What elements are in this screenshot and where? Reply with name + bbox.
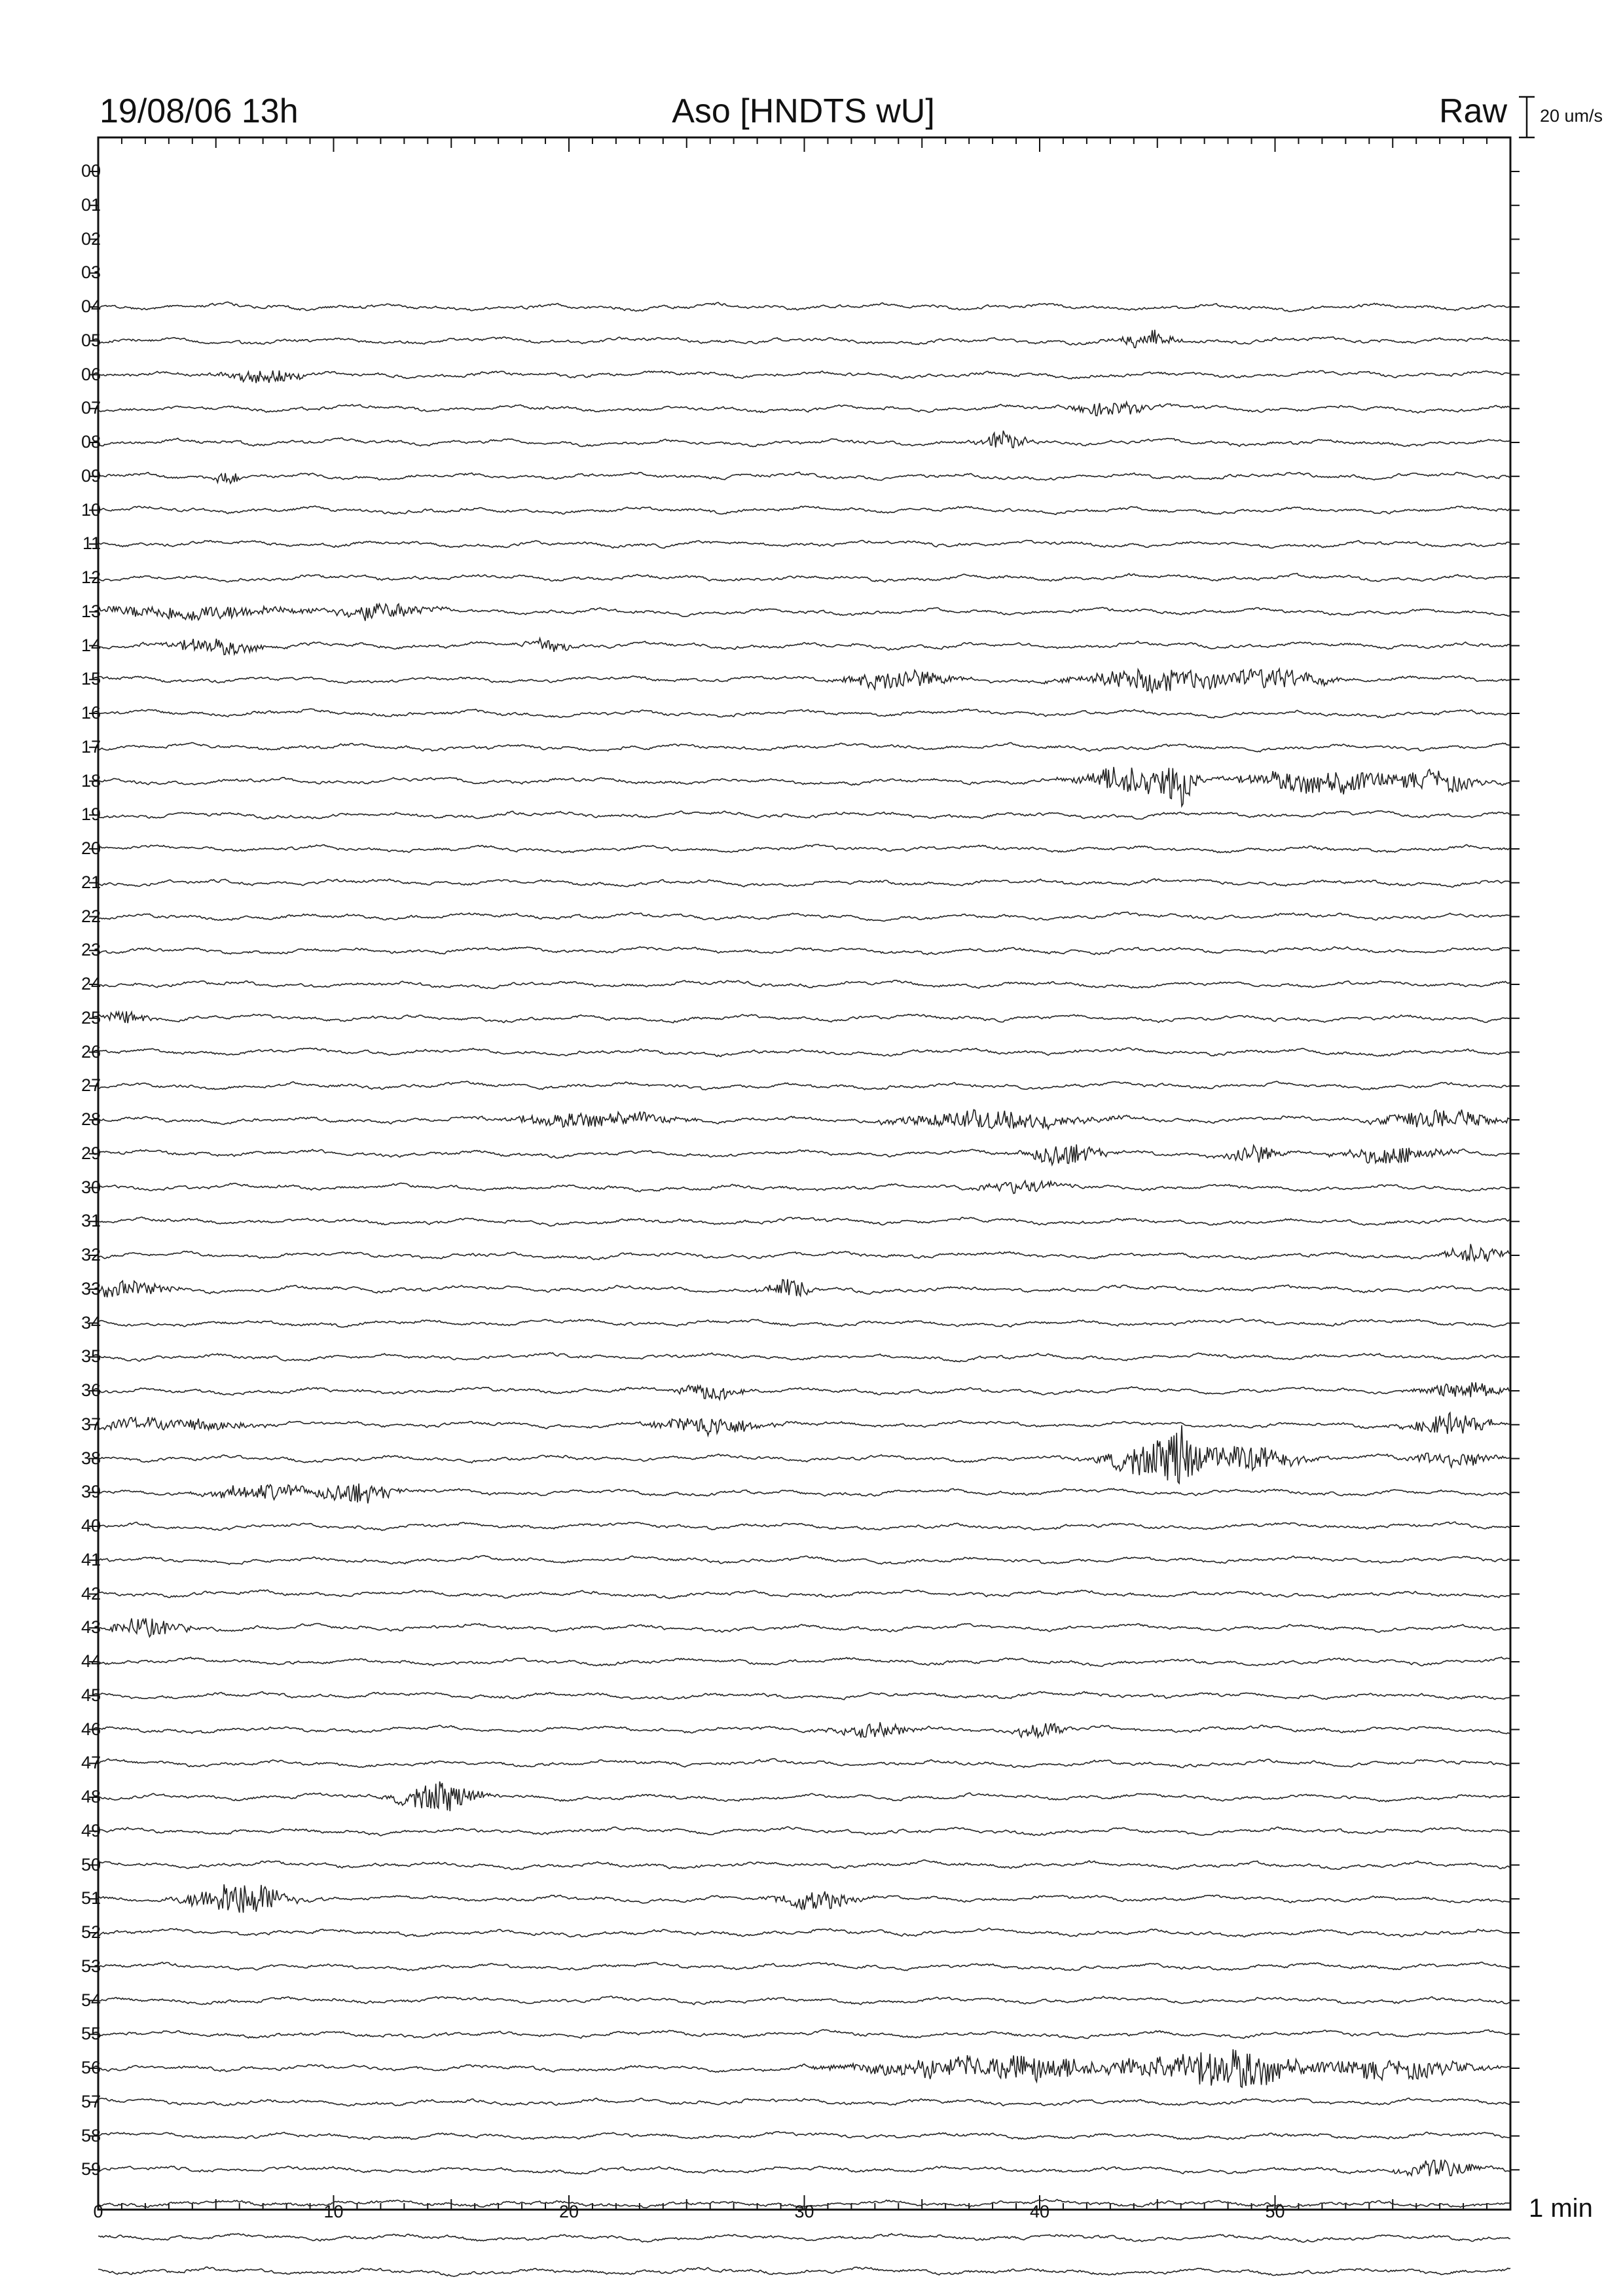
trace-line — [98, 2049, 1510, 2087]
trace-line — [98, 1109, 1510, 1129]
trace-line — [98, 573, 1510, 582]
trace-line — [98, 603, 1510, 620]
x-tick-label: 0 — [93, 2202, 103, 2221]
trace-line — [98, 1048, 1510, 1056]
station-title: Aso [HNDTS wU] — [672, 92, 935, 130]
row-label: 22 — [81, 906, 101, 926]
trace-line — [98, 709, 1510, 718]
row-label: 38 — [81, 1448, 101, 1468]
row-label: 51 — [81, 1888, 101, 1909]
row-label: 06 — [81, 364, 101, 384]
row-label: 53 — [81, 1956, 101, 1976]
trace-line — [98, 2030, 1510, 2039]
row-label: 25 — [81, 1007, 101, 1028]
row-label: 45 — [81, 1685, 101, 1705]
row-label: 34 — [81, 1312, 101, 1333]
trace-line — [98, 1590, 1510, 1599]
trace-line — [98, 2160, 1510, 2176]
row-label: 33 — [81, 1278, 101, 1299]
trace-line — [98, 1217, 1510, 1226]
amplitude-scale-label: 20 um/s — [1540, 106, 1603, 126]
x-tick-label: 10 — [323, 2202, 344, 2221]
row-label: 07 — [81, 398, 101, 418]
trace-line — [98, 743, 1510, 752]
row-label: 23 — [81, 940, 101, 960]
row-label: 50 — [81, 1854, 101, 1874]
trace-line — [98, 811, 1510, 819]
row-label: 09 — [81, 465, 101, 486]
datetime-label: 19/08/06 13h — [100, 92, 299, 130]
trace-line — [98, 1319, 1510, 1327]
trace-line — [98, 1782, 1510, 1811]
trace-line — [98, 1827, 1510, 1836]
trace-line — [98, 1619, 1510, 1637]
trace-line — [98, 669, 1510, 692]
trace-line — [98, 1353, 1510, 1362]
trace-line — [98, 1722, 1510, 1738]
trace-line — [98, 1962, 1510, 1971]
row-label: 00 — [81, 161, 101, 181]
trace-line — [98, 912, 1510, 922]
trace-line — [98, 1860, 1510, 1870]
row-label: 05 — [81, 330, 101, 350]
trace-line — [98, 1556, 1510, 1565]
row-label: 52 — [81, 1922, 101, 1942]
trace-line — [98, 1081, 1510, 1090]
row-label: 43 — [81, 1617, 101, 1638]
row-label: 37 — [81, 1414, 101, 1434]
trace-line — [98, 1244, 1510, 1262]
row-label: 42 — [81, 1583, 101, 1604]
trace-line — [98, 1692, 1510, 1700]
row-label: 30 — [81, 1177, 101, 1197]
trace-line — [98, 2098, 1510, 2106]
row-label: 04 — [81, 296, 101, 316]
trace-line — [98, 1181, 1510, 1193]
row-label: 15 — [81, 669, 101, 689]
row-label: 02 — [81, 228, 101, 249]
x-tick-label: 30 — [794, 2202, 814, 2221]
trace-line — [98, 1484, 1510, 1503]
seismic-traces — [98, 302, 1510, 2276]
trace-line — [98, 946, 1510, 954]
trace-line — [98, 1011, 1510, 1023]
row-label: 36 — [81, 1380, 101, 1400]
trace-line — [98, 2234, 1510, 2242]
row-label: 26 — [81, 1041, 101, 1062]
trace-line — [98, 1280, 1510, 1298]
trace-line — [98, 2132, 1510, 2140]
row-label: 48 — [81, 1787, 101, 1806]
trace-line — [98, 1759, 1510, 1768]
x-tick-label: 50 — [1265, 2202, 1285, 2221]
plot-frame — [98, 137, 1510, 2210]
row-label: 29 — [81, 1143, 101, 1163]
row-label: 32 — [81, 1245, 101, 1265]
trace-line — [98, 540, 1510, 548]
row-label: 18 — [81, 770, 101, 791]
row-label: 21 — [81, 872, 101, 892]
trace-line — [98, 506, 1510, 514]
row-label: 12 — [81, 567, 101, 587]
trace-line — [98, 402, 1510, 416]
trace-line — [98, 1412, 1510, 1435]
trace-line — [98, 980, 1510, 989]
row-label: 31 — [81, 1211, 101, 1231]
row-label: 41 — [81, 1549, 101, 1570]
row-label: 28 — [81, 1109, 101, 1129]
trace-line — [98, 330, 1510, 348]
row-label: 20 — [81, 838, 101, 858]
minute-ticks — [89, 137, 1520, 2210]
trace-line — [98, 879, 1510, 888]
row-label: 40 — [81, 1516, 101, 1535]
row-label: 35 — [81, 1346, 101, 1367]
row-label: 13 — [81, 601, 101, 621]
row-label: 58 — [81, 2125, 101, 2145]
row-label: 17 — [81, 736, 101, 757]
row-label: 10 — [81, 499, 101, 520]
trace-line — [98, 844, 1510, 853]
trace-line — [98, 1996, 1510, 2005]
row-label: 19 — [81, 804, 101, 825]
trace-line — [98, 431, 1510, 448]
row-label: 49 — [81, 1820, 101, 1840]
row-label: 24 — [81, 974, 101, 994]
row-label: 57 — [81, 2091, 101, 2111]
trace-line — [98, 1426, 1510, 1484]
trace-line — [98, 370, 1510, 383]
row-label: 56 — [81, 2058, 101, 2077]
row-label: 39 — [81, 1482, 101, 1502]
row-label: 46 — [81, 1719, 101, 1739]
trace-line — [98, 638, 1510, 655]
row-label: 01 — [81, 194, 101, 215]
trace-line — [98, 1928, 1510, 1937]
row-label: 27 — [81, 1075, 101, 1096]
row-label: 16 — [81, 703, 101, 723]
row-label: 03 — [81, 262, 101, 283]
trace-line — [98, 1382, 1510, 1399]
row-label: 55 — [81, 2024, 101, 2044]
row-label: 11 — [82, 533, 101, 554]
row-label: 59 — [81, 2159, 101, 2179]
row-label: 14 — [81, 635, 101, 655]
x-tick-label: 40 — [1029, 2202, 1050, 2221]
mode-label: Raw — [1439, 92, 1508, 130]
time-span-label: 1 min — [1529, 2194, 1593, 2223]
row-label: 54 — [81, 1990, 101, 2010]
trace-line — [98, 1657, 1510, 1666]
trace-line — [98, 1145, 1510, 1165]
row-label: 08 — [81, 432, 101, 452]
trace-line — [98, 472, 1510, 483]
trace-line — [98, 1522, 1510, 1530]
row-label: 47 — [81, 1753, 101, 1773]
amplitude-scale-bar — [1519, 97, 1535, 137]
trace-line — [98, 302, 1510, 312]
trace-line — [98, 767, 1510, 806]
trace-line — [98, 2267, 1510, 2277]
trace-line — [98, 1884, 1510, 1912]
row-label: 44 — [81, 1651, 101, 1671]
x-tick-label: 20 — [558, 2202, 579, 2221]
